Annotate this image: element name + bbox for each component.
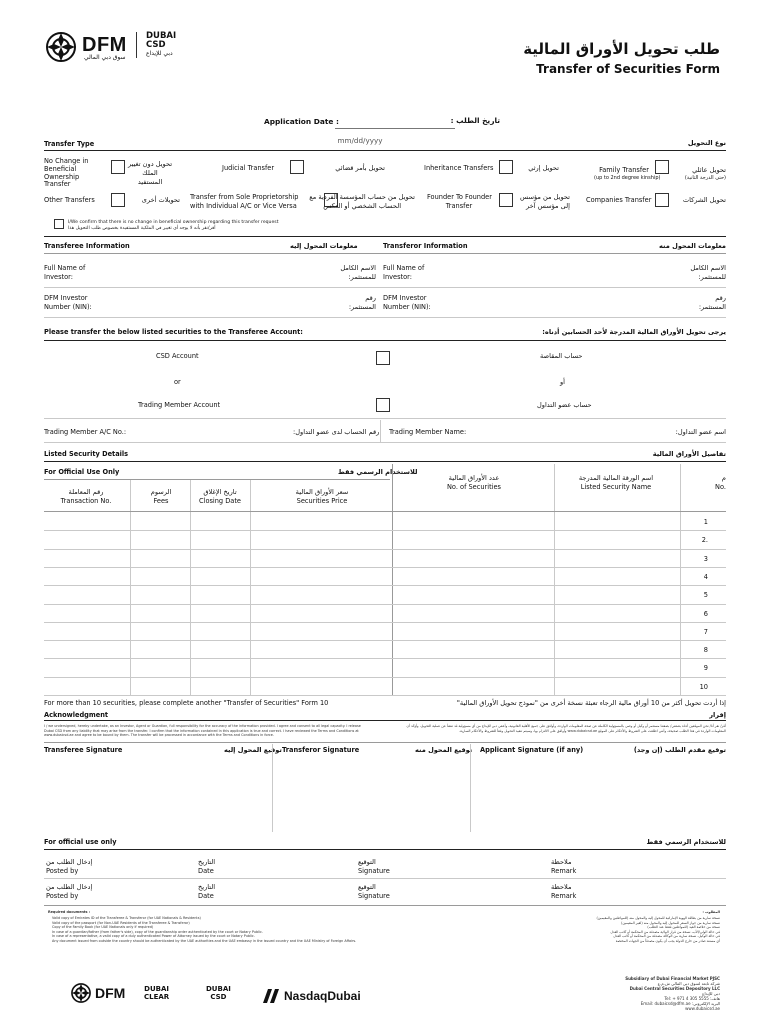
remark-1 (551, 858, 576, 876)
col-no (686, 474, 726, 492)
transferee-fullname-ar-1: الاسم الكامل (340, 264, 376, 272)
founder-checkbox[interactable] (499, 193, 513, 207)
csd-account-label: CSD Account (156, 352, 199, 360)
transferor-fullname-ar-1: الاسم الكامل (690, 264, 726, 272)
form-title-arabic: طلب تحويل الأوراق المالية (523, 40, 720, 58)
footer-clear-line-2: CLEAR (144, 993, 170, 1001)
nasdaq-mark-icon (262, 988, 280, 1004)
col-price-en: Securities Price (296, 497, 348, 505)
official-use-only-label: For official use only (44, 838, 117, 846)
security-row[interactable] (44, 677, 680, 695)
security-row-number: 2. (701, 536, 708, 545)
family-note: (up to 2nd degree kinship) (594, 175, 661, 181)
csd-logo-arabic: دبي للإيداع (146, 50, 173, 57)
date-2-en: Date (198, 892, 214, 900)
sole-prop-ar-line-1: تحويل من حساب المؤسسة الفردية مع (309, 193, 415, 201)
remark-2 (551, 883, 576, 901)
signature-1-en: Signature (358, 867, 390, 875)
sole-prop-label-ar (309, 193, 415, 211)
transferee-nin-label (44, 294, 92, 312)
family-label-text: Family Transfer (599, 166, 649, 174)
footer-subsidiary-ar: شركة تابعة لسوق دبي المالي ش.م.ع (657, 981, 720, 986)
sole-prop-ar-line-2: الحساب الشخصي أو العكس (323, 202, 402, 210)
application-date-underline (335, 128, 455, 129)
posted-by-1-ar: إدخال الطلب من (46, 858, 93, 866)
footer-csd-name: Dubai Central Securities Depository LLC (629, 986, 720, 991)
founder-label (427, 193, 491, 211)
footer-csd-name-ar: دبي للإيداع (702, 991, 720, 996)
application-date-label-ar: تاريخ الطلب : (450, 116, 500, 125)
csd-account-label-ar: حساب المقاصة (540, 352, 583, 360)
col-transaction-en: Transaction No. (60, 497, 112, 505)
no-change-ar-line-1: تحويل دون تغيير (127, 160, 173, 168)
founder-ar-line-2: إلى مؤسس آخر (526, 202, 570, 210)
official-use-label-ar: للاستخدام الرسمي فقط (338, 468, 418, 476)
trading-member-name-label: Trading Member Name: (389, 428, 467, 436)
no-change-ar-line-2: الملك (142, 169, 158, 177)
signature-2-ar: التوقيع (358, 883, 376, 891)
security-row-number: 10 (699, 682, 708, 691)
col-no-en: No. (715, 483, 726, 491)
companies-checkbox[interactable] (655, 193, 669, 207)
col-count-ar: عدد الأوراق المالية (448, 474, 500, 482)
more-securities-note-ar: إذا أردت تحويل أكثر من 10 أوراق مالية الرجاء تعبئة نسخة أخرى من "نموذج تحويل الأوراق المالية" (456, 699, 726, 707)
transferor-info-label: Transferor Information (383, 242, 468, 250)
signature-1 (358, 858, 390, 876)
transferee-nin-label-ar (336, 294, 376, 312)
founder-line-2: Transfer (445, 202, 473, 210)
transferor-nin-label-ar (699, 294, 726, 312)
col-fees-en: Fees (153, 497, 169, 505)
transferor-fullname-line-1: Full Name of (383, 264, 425, 272)
remark-1-ar: ملاحظة (551, 858, 572, 866)
transferee-nin-ar-2: المستثمر: (348, 303, 376, 311)
security-row-number: 6 (703, 609, 708, 618)
remark-2-en: Remark (551, 892, 577, 900)
transferee-signature-area[interactable] (44, 758, 270, 830)
footer-email: Email: dubaicsd@dfm.ae :البريد الإلكتروني (640, 1001, 720, 1006)
posted-by-2 (46, 883, 92, 901)
security-row-number: 5 (703, 591, 708, 600)
col-count (394, 474, 554, 492)
transferee-nin-ar-1: رقم (365, 294, 376, 302)
col-price (252, 488, 392, 506)
col-security-name-en: Listed Security Name (580, 483, 652, 491)
listed-security-label: Listed Security Details (44, 450, 129, 458)
signature-2 (358, 883, 390, 901)
csd-logo-line-1: DUBAI (146, 31, 177, 41)
family-checkbox[interactable] (655, 160, 669, 174)
date-1 (198, 858, 215, 876)
security-row-number: 1 (703, 518, 708, 526)
transferee-signature-label-ar: توقيع المحول إليه (224, 746, 282, 754)
required-docs-list (52, 916, 382, 944)
posted-by-2-en: Posted by (46, 892, 79, 900)
transferee-nin-line-2: Number (NIN): (44, 303, 92, 311)
footer-clear-line-1: DUBAI (144, 985, 170, 993)
transferor-nin-ar-2: المستثمر: (698, 303, 726, 311)
transferor-signature-area[interactable] (274, 758, 468, 830)
acknowledgment-label: Acknowledgment (44, 711, 109, 719)
transferor-fullname-label-ar (690, 264, 726, 282)
transferee-fullname-label (44, 264, 85, 282)
founder-label-ar (520, 193, 570, 211)
security-row-divider (44, 695, 726, 696)
footer-dubai-csd-logo (206, 985, 231, 1001)
required-docs-label: Required documents : (48, 910, 91, 914)
footer-dfm-text: DFM (95, 985, 126, 1001)
acknowledgment-label-ar: إقرار (709, 711, 726, 719)
transferee-info-label-ar: معلومات المحول إليه (290, 242, 358, 250)
founder-ar-line-1: تحويل من مؤسس (520, 193, 570, 201)
official-use-label: For Official Use Only (44, 468, 120, 476)
application-date-label: Application Date : (264, 117, 339, 126)
founder-line-1: Founder To Founder (427, 193, 492, 201)
transfer-type-label-ar: نوع التحويل (687, 139, 726, 147)
csd-account-checkbox[interactable] (376, 351, 390, 365)
other-transfers-label: Other Transfers (44, 196, 95, 204)
required-doc-item: Valid copy of the passport (for Non-UAE Residents of the Transferee & Transferor) (52, 920, 190, 925)
transferor-fullname-ar-2: للمستثمر: (698, 273, 726, 281)
no-change-label: No Change in Beneficial Ownership Transfer (44, 157, 89, 189)
col-fees (132, 488, 190, 506)
trading-member-acno-label: Trading Member A/C No.: (44, 428, 127, 436)
transfer-type-label: Transfer Type (44, 140, 95, 148)
col-security-name (556, 474, 676, 492)
family-label (594, 166, 661, 182)
form-title-english: Transfer of Securities Form (536, 62, 720, 76)
transferee-fullname-line-1: Full Name of (44, 264, 86, 272)
acknowledgment-text-ar: أقر/ نقر أنا/ نحن الموقعين أدناه بصفتي/ بصفتنا مستثمر أو وكيل أو وصي بالمسؤولية الكاملة عن صحة المعلومات الواردة، وأوافق على جميع الأهلية القانونية، وأعفي دبي للإيداع من أي مسؤولية قد تنشأ عن عملية التحويل، وأؤكد أن المعلومات الواردة في هذا الطلب صحيحة، وأنني اطلعت على الشروط والأحكام على الموقع www.dubaicsd.ae وأوافق على الالتزام بها، وسيتم تنفيذ التحويل وفقاً للشروط والأحكام السارية. (406, 724, 726, 733)
col-no-ar: م (721, 474, 726, 482)
applicant-signature-area[interactable] (472, 758, 726, 830)
security-row-number: 9 (703, 664, 708, 673)
date-2 (198, 883, 215, 901)
dfm-logo-text: DFM (82, 34, 127, 56)
trading-member-account-label: Trading Member Account (138, 401, 221, 409)
acknowledgment-text: I / we undersigned, hereby undertake, as an Investor, Agent or Guardian, full responsibility for the accuracy of the information provided. I agree and consent to all legal capacity. I release Dubai CSD from any liability that may arise from the transfer. I confirm that the information contained in this application is true and correct. I have reviewed the Terms and Conditions at www.dubaicsd.ae and agree to be bound by them. The transfer will be processed in accordance with the Terms and Conditions in force. (44, 724, 361, 738)
col-fees-ar: الرسوم (150, 488, 172, 496)
col-transaction-ar: رقم المعاملة (68, 488, 104, 496)
trading-member-account-label-ar: حساب عضو التداول (537, 401, 592, 409)
date-2-ar: التاريخ (198, 883, 216, 891)
sole-prop-line-2: with Individual A/C or Vice Versa (190, 202, 297, 210)
other-transfers-checkbox[interactable] (111, 193, 125, 207)
application-date-input[interactable]: mm/dd/yyyy (337, 136, 383, 145)
col-count-en: No. of Securities (447, 483, 501, 491)
or-label-ar: أو (560, 378, 566, 386)
judicial-checkbox[interactable] (290, 160, 304, 174)
security-row-number: 3 (703, 554, 708, 563)
applicant-signature-label-ar: توقيع مقدم الطلب (إن وجد) (633, 746, 726, 754)
transferor-fullname-label (383, 264, 424, 282)
required-doc-item-ar: نسخة من خلاصة القيد (للمواطنين فقط عند الطلب) (647, 925, 720, 930)
posted-by-2-ar: إدخال الطلب من (46, 883, 93, 891)
required-doc-item: Any document issued from outside the country should be authenticated by the UAE authorities and the UAE embassy in the issued country and the UAE Ministry of Foreign Affairs. (52, 938, 357, 943)
required-doc-item: Copy of the Family Book (for UAE Nationals only if required) (52, 925, 154, 930)
inheritance-checkbox[interactable] (499, 160, 513, 174)
family-ar-note: (حتى الدرجة الثانية) (684, 175, 726, 181)
required-doc-item-ar: نسخة سارية من جواز السفر للمحول إليه والمحول منه (لغير المقيمين) (621, 920, 720, 925)
required-doc-item-ar: في حالة الوكيل، نسخة سارية من الوكالة مصدقة من المحكمة أو كاتب العدل (613, 934, 720, 939)
remark-1-en: Remark (551, 867, 577, 875)
dfm-logo-arabic: سوق دبي المالي (84, 54, 126, 61)
transferor-info-label-ar: معلومات المحول منه (659, 242, 726, 250)
date-1-en: Date (198, 867, 214, 875)
required-doc-item: In case of a representative, a valid copy of a duly authenticated Power of Attorney issued by the court or Notary Public. (52, 934, 255, 939)
required-doc-item-ar: أي مستند صادر من خارج الدولة يجب أن يكون مصدقاً من الجهات المختصة (615, 938, 720, 943)
family-label-ar (685, 166, 726, 182)
companies-label: Companies Transfer (586, 196, 652, 204)
transferor-signature-label-ar: توقيع المحول منه (415, 746, 473, 754)
no-change-ar-line-3: المستفيد (137, 178, 163, 186)
other-transfers-label-ar: تحويلات أخرى (141, 196, 180, 204)
transferor-nin-ar-1: رقم (715, 294, 726, 302)
judicial-label-ar: تحويل بأمر قضائي (335, 164, 385, 172)
col-transaction (44, 488, 128, 506)
transferor-signature-label: Transferor Signature (282, 746, 360, 754)
transferee-nin-line-1: DFM Investor (44, 294, 88, 302)
col-security-name-ar: اسم الورقة المالية المدرجة (578, 474, 654, 482)
csd-logo-line-2: CSD (146, 40, 166, 50)
inheritance-label-ar: تحويل إرثي (528, 164, 559, 172)
transfer-instruction-label-ar: يرجى تحويل الأوراق المالية المدرجة لأحد الحسابين أدناه: (542, 328, 726, 336)
security-row[interactable] (44, 512, 680, 530)
security-row-number: 7 (703, 627, 708, 636)
required-docs-list-ar (420, 916, 720, 944)
dfm-emblem-icon (44, 30, 78, 64)
transfer-instruction-label: Please transfer the below listed securities to the Transferee Account: (44, 328, 303, 336)
transferor-nin-line-1: DFM Investor (383, 294, 427, 302)
confirm-no-change-text-ar: أقر/نقر بأنه لا يوجد أي تغيير في الملكية المستفيدة بخصوص طلب التحويل هذا (68, 226, 216, 231)
dubai-csd-logo (146, 32, 176, 58)
col-price-ar: سعر الأوراق المالية (295, 488, 349, 496)
date-1-ar: التاريخ (198, 858, 216, 866)
security-row[interactable] (44, 658, 680, 676)
security-row[interactable] (44, 567, 680, 585)
trading-member-name-label-ar: اسم عضو التداول: (675, 428, 726, 436)
security-row[interactable] (44, 549, 680, 567)
sole-prop-label (190, 193, 298, 211)
security-row[interactable] (44, 604, 680, 622)
security-row[interactable] (44, 585, 680, 603)
remark-2-ar: ملاحظة (551, 883, 572, 891)
footer-csd-line-1: DUBAI (206, 985, 231, 993)
footer-phone: Tel: + 971 4 305 5555 :هاتف (664, 996, 720, 1001)
signature-2-en: Signature (358, 892, 390, 900)
footer-dubai-clear-logo (144, 985, 169, 1001)
judicial-label: Judicial Transfer (222, 164, 275, 172)
transferor-nin-label (383, 294, 431, 312)
companies-label-ar: تحويل الشركات (682, 196, 726, 204)
posted-by-1-en: Posted by (46, 867, 79, 875)
security-row-number: 4 (703, 572, 708, 581)
transferor-nin-line-2: Number (NIN): (383, 303, 431, 311)
security-row[interactable] (44, 622, 680, 640)
required-doc-item-ar: في حالة الولي/الأب، نسخة من قرار الولاية مصدقة من المحكمة أو كاتب العدل (610, 929, 720, 934)
transferee-fullname-label-ar (336, 264, 376, 282)
footer-dfm-emblem-icon (70, 982, 92, 1004)
col-closing-ar: تاريخ الإغلاق (203, 488, 237, 496)
col-closing (192, 488, 248, 506)
transferee-fullname-ar-2: للمستثمر: (348, 273, 376, 281)
sole-prop-line-1: Transfer from Sole Proprietorship (190, 193, 299, 201)
col-closing-en: Closing Date (199, 497, 241, 505)
family-ar-text: تحويل عائلي (692, 166, 726, 174)
footer-website[interactable]: www.dubaicsd.ae (685, 1006, 720, 1011)
security-row[interactable] (44, 640, 680, 658)
inheritance-label: Inheritance Transfers (424, 164, 494, 172)
confirm-no-change-text: I/We confirm that there is no change in beneficial ownership regarding this transfer request (68, 220, 279, 225)
confirm-no-change-checkbox[interactable] (54, 219, 64, 229)
security-row[interactable] (44, 530, 680, 548)
required-doc-item-ar: نسخة سارية من بطاقة الهوية الإماراتية للمحول إليه والمحول منه (للمواطنين والمقيمين) (596, 916, 720, 920)
more-securities-note: For more than 10 securities, please complete another "Transfer of Securities" Form 10 (44, 699, 329, 707)
footer-nasdaq-text: NasdaqDubai (284, 989, 361, 1003)
footer-subsidiary: Subsidiary of Dubai Financial Market PJSC (625, 976, 720, 981)
required-docs-label-ar: المطلوب : (702, 910, 720, 914)
required-doc-item: Valid copy of Emirates ID of the Transferee & Transferor (for UAE Nationals & Residents) (52, 916, 201, 920)
posted-by-1 (46, 858, 92, 876)
applicant-signature-label: Applicant Signature (if any) (480, 746, 584, 754)
no-change-label-ar (120, 160, 180, 187)
listed-security-label-ar: تفاصيل الأوراق المالية (652, 450, 726, 458)
security-row-number: 8 (703, 646, 708, 655)
required-doc-item: In case of a guardian/father (from father's side), copy of the guardianship order authenticated by the court or Notary Public. (52, 929, 263, 934)
trading-member-acno-label-ar: رقم الحساب لدى عضو التداول: (293, 428, 380, 436)
signature-1-ar: التوقيع (358, 858, 376, 866)
transferee-fullname-line-2: Investor: (44, 273, 73, 281)
transferee-info-label: Transferee Information (44, 242, 130, 250)
transferor-fullname-line-2: Investor: (383, 273, 412, 281)
trading-member-account-checkbox[interactable] (376, 398, 390, 412)
footer-csd-line-2: CSD (210, 993, 227, 1001)
official-use-only-label-ar: للاستخدام الرسمي فقط (646, 838, 726, 846)
transferee-signature-label: Transferee Signature (44, 746, 123, 754)
or-label: or (174, 378, 181, 386)
